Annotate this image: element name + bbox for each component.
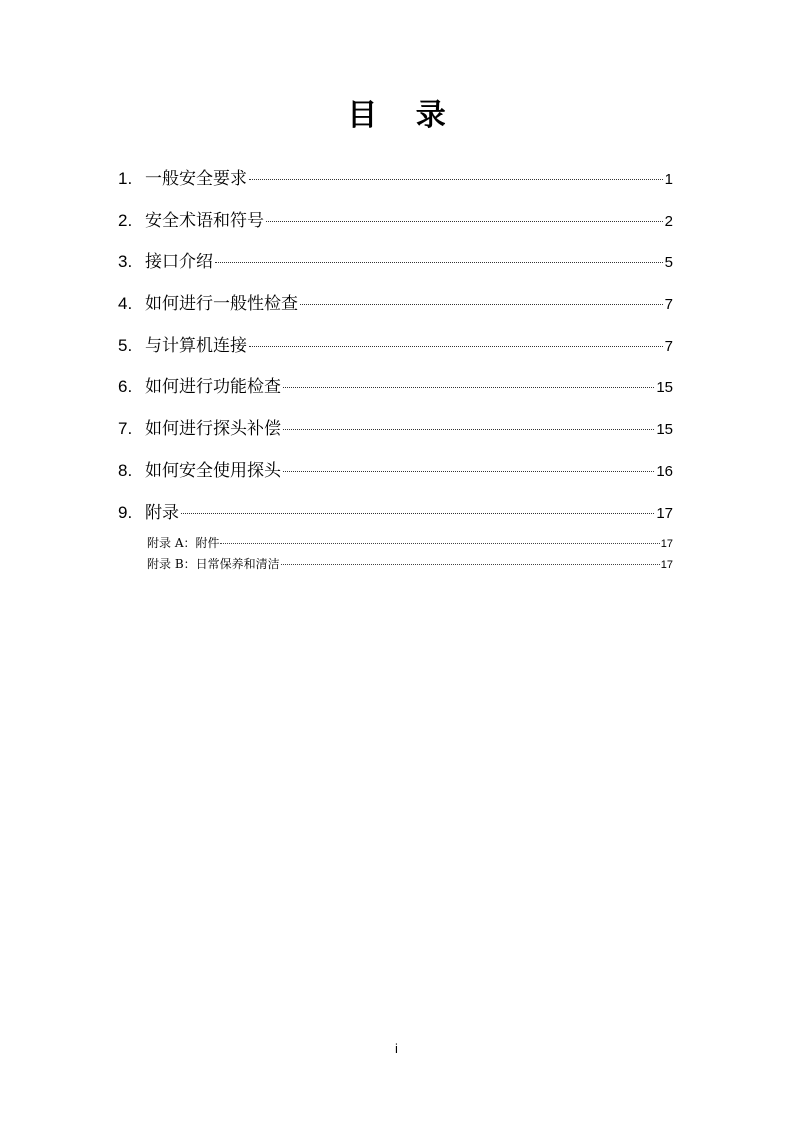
appendix-sub-entries (147, 534, 673, 576)
dot-leader (300, 304, 663, 305)
toc-entry-page: 17 (656, 504, 673, 522)
toc-entry-6[interactable] (118, 375, 673, 417)
footer-page-number: i (395, 1041, 398, 1056)
toc-entry-number: 7. (118, 419, 133, 439)
toc-entry-title: 一般安全要求 (145, 169, 247, 189)
toc-entry-number: 4. (118, 294, 133, 314)
dot-leader (215, 262, 663, 263)
toc-entry-number: 6. (118, 377, 133, 397)
toc-entry-2[interactable] (118, 209, 673, 251)
toc-entry-title: 安全术语和符号 (145, 210, 264, 231)
toc-entry-5[interactable] (118, 334, 673, 376)
toc-entry-page: 16 (656, 462, 673, 480)
toc-entry-page: 7 (664, 296, 673, 314)
toc-entry-title: 如何进行功能检查 (145, 377, 281, 398)
dot-leader (283, 429, 654, 430)
dot-leader (249, 346, 663, 347)
toc-entry-3[interactable] (118, 250, 673, 292)
toc-entry-number: 2. (118, 210, 133, 230)
dot-leader (283, 471, 654, 472)
toc-entry-title: 接口介绍 (145, 252, 213, 273)
dot-leader (266, 221, 663, 222)
toc-entry-title: 如何进行一般性检查 (145, 294, 298, 315)
dot-leader (181, 513, 654, 514)
toc-entry-page: 15 (656, 421, 673, 439)
toc-entry-page: 1 (664, 171, 673, 188)
toc-sub-entry-title: 附录 B：日常保养和清洁 (147, 557, 280, 571)
dot-leader (249, 179, 663, 180)
toc-entry-number: 1. (118, 169, 133, 188)
toc-entry-7[interactable] (118, 417, 673, 459)
toc-entry-title: 附录 (145, 502, 179, 523)
toc-entry-number: 9. (118, 502, 133, 522)
toc-sub-entry-page: 17 (660, 538, 673, 550)
toc-sub-entry-page: 17 (660, 559, 673, 571)
toc-entry-8[interactable] (118, 459, 673, 501)
toc-entry-page: 15 (656, 379, 673, 397)
toc-entry-4[interactable] (118, 292, 673, 334)
toc-entry-title: 如何进行探头补偿 (145, 419, 281, 440)
toc-entry-title: 如何安全使用探头 (145, 460, 281, 481)
toc-entry-page: 2 (664, 212, 673, 230)
toc-sub-entry-appendix-a[interactable] (147, 534, 673, 555)
dot-leader (283, 387, 654, 388)
toc-entry-number: 8. (118, 460, 133, 480)
dot-leader (281, 564, 660, 565)
page-title: 目 录 (347, 98, 460, 133)
toc-sub-entry-appendix-b[interactable] (147, 555, 673, 576)
toc-entry-number: 5. (118, 335, 133, 355)
toc-entry-1[interactable] (118, 167, 673, 209)
toc-entry-title: 与计算机连接 (145, 335, 247, 356)
toc-entry-number: 3. (118, 252, 133, 272)
dot-leader (220, 543, 659, 544)
toc-entry-page: 5 (664, 254, 673, 272)
toc-sub-entry-title: 附录 A：附件 (147, 536, 220, 550)
toc-entry-page: 7 (664, 337, 673, 355)
table-of-contents (118, 167, 673, 542)
